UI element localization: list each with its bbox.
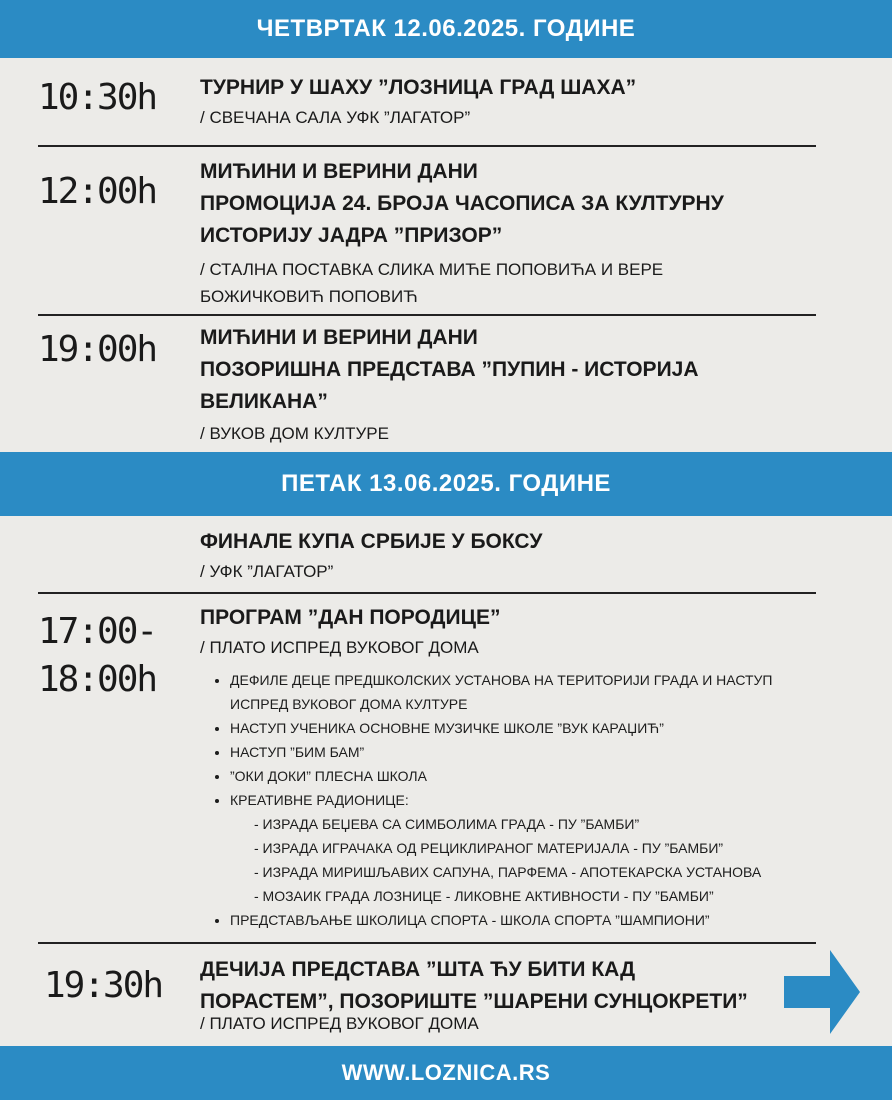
list-item bbox=[230, 788, 830, 908]
event-title-line: ПОРАСТЕМ”, ПОЗОРИШТЕ ”ШАРЕНИ СУНЦОКРЕТИ” bbox=[200, 990, 748, 1013]
arrow-right-icon[interactable] bbox=[784, 950, 860, 1034]
list-item: • НАСТУП УЧЕНИКА ОСНОВНЕ МУЗИЧКЕ ШКОЛЕ ”ВУК КАРАЏИЋ” bbox=[230, 716, 830, 740]
list-item-label: КРЕАТИВНЕ РАДИОНИЦЕ: bbox=[230, 792, 409, 808]
event-venue-line: БОЖИЧКОВИЋ ПОПОВИЋ bbox=[200, 287, 418, 306]
event-title bbox=[200, 602, 800, 634]
event-time: 19:00h bbox=[38, 329, 157, 370]
event-venue-line: / УФК ”ЛАГАТОР” bbox=[200, 562, 334, 581]
event-title-line: ПОЗОРИШНА ПРЕДСТАВА ”ПУПИН - ИСТОРИЈА bbox=[200, 358, 699, 381]
sub-item: - ИЗРАДА МИРИШЉАВИХ САПУНА, ПАРФЕМА - АПОТЕКАРСКА УСТАНОВА bbox=[254, 864, 762, 880]
event-venue bbox=[200, 420, 800, 447]
event-title-line: МИЋИНИ И ВЕРИНИ ДАНИ bbox=[200, 326, 478, 349]
workshop-list bbox=[230, 812, 830, 908]
event-title-line: ИСТОРИЈУ ЈАДРА ”ПРИЗОР” bbox=[200, 224, 503, 247]
list-item: • ДЕФИЛЕ ДЕЦЕ ПРЕДШКОЛСКИХ УСТАНОВА НА ТЕРИТОРИЈИ ГРАДА И НАСТУП ИСПРЕД ВУКОВОГ ДОМА КУЛТУРЕ bbox=[230, 668, 830, 716]
event-time-line: 18:00h bbox=[38, 659, 157, 700]
event-time bbox=[38, 608, 156, 704]
event-venue bbox=[200, 256, 800, 310]
event-venue-line: / СТАЛНА ПОСТАВКА СЛИКА МИЋЕ ПОПОВИЋА И ВЕРЕ bbox=[200, 260, 664, 279]
event-title-line: ТУРНИР У ШАХУ ”ЛОЗНИЦА ГРАД ШАХА” bbox=[200, 76, 637, 99]
footer-url[interactable]: WWW.LOZNICA.RS bbox=[341, 1060, 551, 1085]
event-time: 12:00h bbox=[38, 171, 157, 212]
divider bbox=[38, 314, 816, 316]
event-title-line: ФИНАЛЕ КУПА СРБИЈЕ У БОКСУ bbox=[200, 530, 543, 553]
event-venue bbox=[200, 104, 800, 131]
event-venue bbox=[200, 1010, 800, 1037]
day-label: ПЕТАК 13.06.2025. ГОДИНЕ bbox=[281, 470, 611, 497]
event-title-line: МИЋИНИ И ВЕРИНИ ДАНИ bbox=[200, 160, 478, 183]
sub-item: - ИЗРАДА БЕЏЕВА СА СИМБОЛИМА ГРАДА - ПУ ”БАМБИ” bbox=[254, 816, 640, 832]
event-title-line: ПРОМОЦИЈА 24. БРОЈА ЧАСОПИСА ЗА КУЛТУРНУ bbox=[200, 192, 724, 215]
sub-item: - ИЗРАДА ИГРАЧАКА ОД РЕЦИКЛИРАНОГ МАТЕРИЈАЛА - ПУ ”БАМБИ” bbox=[254, 840, 724, 856]
event-venue-line: / ВУКОВ ДОМ КУЛТУРЕ bbox=[200, 424, 389, 443]
divider bbox=[38, 145, 816, 147]
event-title bbox=[200, 526, 800, 558]
event-time: 19:30h bbox=[44, 965, 163, 1006]
divider bbox=[38, 592, 816, 594]
divider bbox=[38, 942, 816, 944]
footer bbox=[0, 1046, 892, 1100]
day-header-friday bbox=[0, 452, 892, 516]
event-venue bbox=[200, 634, 800, 661]
event-title bbox=[200, 156, 800, 252]
event-time: 10:30h bbox=[38, 77, 157, 118]
event-title bbox=[200, 954, 800, 1018]
event-title-line: ДЕЧИЈА ПРЕДСТАВА ”ШТА ЋУ БИТИ КАД bbox=[200, 958, 636, 981]
sub-item: - МОЗАИК ГРАДА ЛОЗНИЦЕ - ЛИКОВНЕ АКТИВНОСТИ - ПУ ”БАМБИ” bbox=[254, 888, 714, 904]
list-item: • НАСТУП ”БИМ БАМ” bbox=[230, 740, 830, 764]
event-venue-line: / ПЛАТО ИСПРЕД ВУКОВОГ ДОМА bbox=[200, 638, 479, 657]
event-title bbox=[200, 322, 800, 418]
event-time-line: 17:00- bbox=[38, 611, 157, 652]
list-item: • ”ОКИ ДОКИ” ПЛЕСНА ШКОЛА bbox=[230, 764, 830, 788]
list-item: • ПРЕДСТАВЉАЊЕ ШКОЛИЦА СПОРТА - ШКОЛА СПОРТА ”ШАМПИОНИ” bbox=[230, 908, 830, 932]
program-list bbox=[214, 668, 830, 932]
event-title-line: ПРОГРАМ ”ДАН ПОРОДИЦЕ” bbox=[200, 606, 501, 629]
day-header-thursday bbox=[0, 0, 892, 58]
event-venue bbox=[200, 558, 800, 585]
event-title bbox=[200, 72, 800, 104]
event-venue-line: / СВЕЧАНА САЛА УФК ”ЛАГАТОР” bbox=[200, 108, 471, 127]
event-venue-line: / ПЛАТО ИСПРЕД ВУКОВОГ ДОМА bbox=[200, 1014, 479, 1033]
day-label: ЧЕТВРТАК 12.06.2025. ГОДИНЕ bbox=[256, 15, 636, 42]
event-title-line: ВЕЛИКАНА” bbox=[200, 390, 328, 413]
